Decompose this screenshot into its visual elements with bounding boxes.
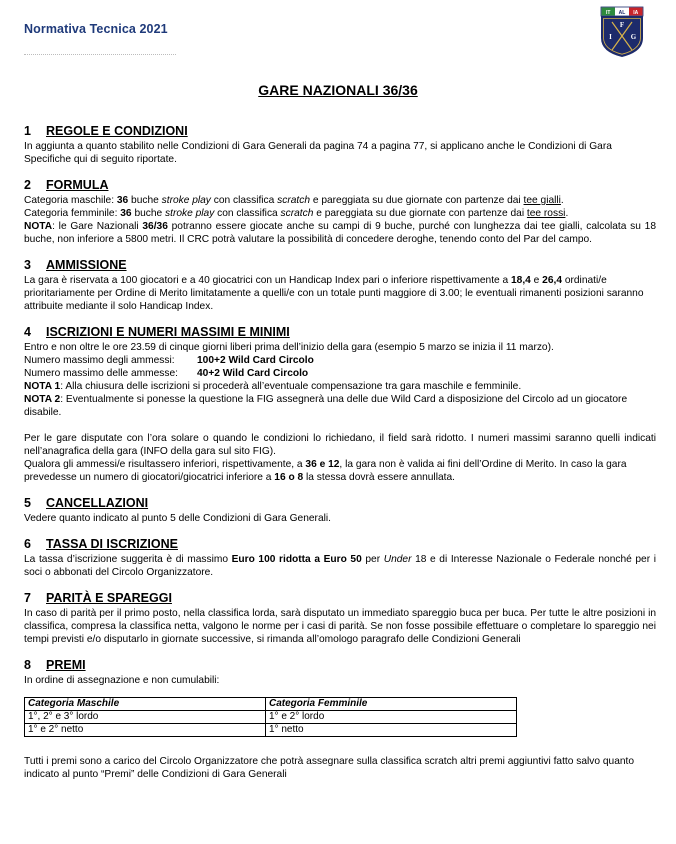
premi-intro: In ordine di assegnazione e non cumulabili:	[24, 675, 220, 686]
section-number: 1	[24, 124, 31, 138]
document-title: GARE NAZIONALI 36/36	[258, 82, 418, 98]
section-heading-2	[24, 178, 656, 193]
document-body	[24, 124, 656, 781]
logo-letter-g: G	[630, 33, 637, 41]
formula-male-line: Categoria maschile: 36 buche stroke play con classifica scratch e pareggiata su due giornate con partenze dai tee gialli.	[24, 195, 564, 206]
section-number: 4	[24, 325, 31, 339]
section-5-text: Vedere quanto indicato al punto 5 delle Condizioni di Gara Generali.	[24, 513, 331, 524]
section-title: REGOLE E CONDIZIONI	[46, 124, 188, 138]
premi-table	[24, 697, 517, 737]
section-heading-6	[24, 537, 656, 552]
logo-letter-f: F	[619, 21, 625, 29]
section-number: 6	[24, 537, 31, 551]
max-women-value: 40+2 Wild Card Circolo	[197, 368, 309, 379]
section-3-text: La gara è riservata a 100 giocatori e a 40 giocatrici con un Handicap Index pari o inferiore rispettivamente a 18,4 e 26,4 ordinati/e prioritariamente per Ordine di Merito limitatamente a quelli/e con un totale punti maggiore di 3.00; le eventuali rimanenti posizioni saranno attribuite mediante il solo Handicap Index.	[24, 275, 644, 312]
section-1-text: In aggiunta a quanto stabilito nelle Condizioni di Gara Generali da pagina 74 a pagina 77, si applicano anche le Condizioni di Gara Specifiche qui di seguito riportate.	[24, 141, 612, 165]
header-title: Normativa Tecnica 2021	[24, 22, 168, 36]
max-men-row	[24, 354, 656, 367]
max-women-label: Numero massimo delle ammesse:	[24, 368, 178, 379]
section-title: CANCELLAZIONI	[46, 496, 149, 510]
section-heading-1	[24, 124, 656, 139]
section-title: TASSA DI ISCRIZIONE	[46, 537, 178, 551]
logo-flag-letter-1: IT	[605, 9, 611, 16]
logo-flag-letter-2: AL	[618, 9, 626, 16]
table-row	[25, 711, 517, 724]
logo-letter-i: I	[609, 33, 612, 41]
header-divider	[24, 54, 176, 55]
section-title: PARITÀ E SPAREGGI	[46, 591, 172, 605]
section-heading-5	[24, 496, 656, 511]
section-heading-7	[24, 591, 656, 606]
section-title: FORMULA	[46, 178, 109, 192]
section-title: PREMI	[46, 658, 86, 672]
table-header-cell: Categoria Femminile	[266, 698, 517, 711]
table-header-cell: Categoria Maschile	[25, 698, 266, 711]
section-number: 2	[24, 178, 31, 192]
section-title: AMMISSIONE	[46, 258, 127, 272]
field-reduction-text: Per le gare disputate con l’ora solare o quando le condizioni lo richiedano, il field sarà ridotto. I numeri massimi saranno quelli indicati nell’anagrafica della gara (INFO della gara sul sito FIG).	[24, 433, 656, 457]
section-7-text: In caso di parità per il primo posto, nella classifica lorda, sarà disputato un immediato spareggio buca per buca. Per tutte le altre posizioni in classifica, compresa la classifica netta, valgono le norme per i casi di parità. Se non fosse possibile effettuare o completare lo spareggio nei tempi previsti e/o disputarlo in giornate successive, si rimanda all’omologo paragrafo delle Condizioni Generali	[24, 608, 656, 645]
max-men-label: Numero massimo degli ammessi:	[24, 355, 175, 366]
table-header-row	[25, 698, 517, 711]
minimum-players-text: Qualora gli ammessi/e risultassero inferiori, rispettivamente, a 36 e 12, la gara non è valida ai fini dell’Ordine di Merito. In caso la gara prevedesse un numero di giocatori/giocatrici inferiore a 16 o 8 la stessa dovrà essere annullata.	[24, 459, 627, 483]
table-cell: 1° e 2° netto	[25, 724, 266, 737]
max-men-value: 100+2 Wild Card Circolo	[197, 355, 314, 366]
table-row	[25, 724, 517, 737]
section-6-text: La tassa d’iscrizione suggerita è di massimo Euro 100 ridotta a Euro 50 per Under 18 e di Interesse Nazionale o Federale nonché per i soci o abbonati del Circolo Organizzatore.	[24, 554, 656, 578]
nota-2: NOTA 2: Eventualmente si ponesse la questione la FIG assegnerà una delle due Wild Card a disposizione del Circolo ad un giocatore disabile.	[24, 394, 628, 418]
section-number: 7	[24, 591, 31, 605]
logo-flag-letter-3: IA	[633, 9, 639, 16]
section-title: ISCRIZIONI E NUMERI MASSIMI E MINIMI	[46, 325, 290, 339]
table-cell: 1° netto	[266, 724, 517, 737]
fig-logo	[600, 6, 644, 58]
section-number: 3	[24, 258, 31, 272]
table-cell: 1°, 2° e 3° lordo	[25, 711, 266, 724]
nota-1: NOTA 1: Alla chiusura delle iscrizioni si procederà all’eventuale compensazione tra gara maschile e femminile.	[24, 381, 522, 392]
section-number: 5	[24, 496, 31, 510]
formula-female-line: Categoria femminile: 36 buche stroke play con classifica scratch e pareggiata su due giornate con partenze dai tee rossi.	[24, 208, 569, 219]
section-heading-3	[24, 258, 656, 273]
premi-final-note: Tutti i premi sono a carico del Circolo Organizzatore che potrà assegnare sulla classifica scratch altri premi aggiuntivi fatto salvo quanto indicato al punto “Premi” delle Condizioni di Gara Generali	[24, 756, 635, 780]
table-cell: 1° e 2° lordo	[266, 711, 517, 724]
formula-note: NOTA: le Gare Nazionali 36/36 potranno essere giocate anche su campi di 9 buche, purché con lunghezza dai tee gialli, calcolata su 18 buche, non inferiore a 5800 metri. Il CRC potrà valutare la possibilità di concedere deroghe, tenendo conto del Par del campo.	[24, 221, 657, 245]
max-women-row	[24, 367, 656, 380]
section-heading-4	[24, 325, 656, 340]
iscrizioni-deadline: Entro e non oltre le ore 23.59 di cinque giorni liberi prima dell’inizio della gara (esempio 5 marzo se inizia il 11 marzo).	[24, 342, 554, 353]
section-heading-8	[24, 658, 656, 673]
section-number: 8	[24, 658, 31, 672]
